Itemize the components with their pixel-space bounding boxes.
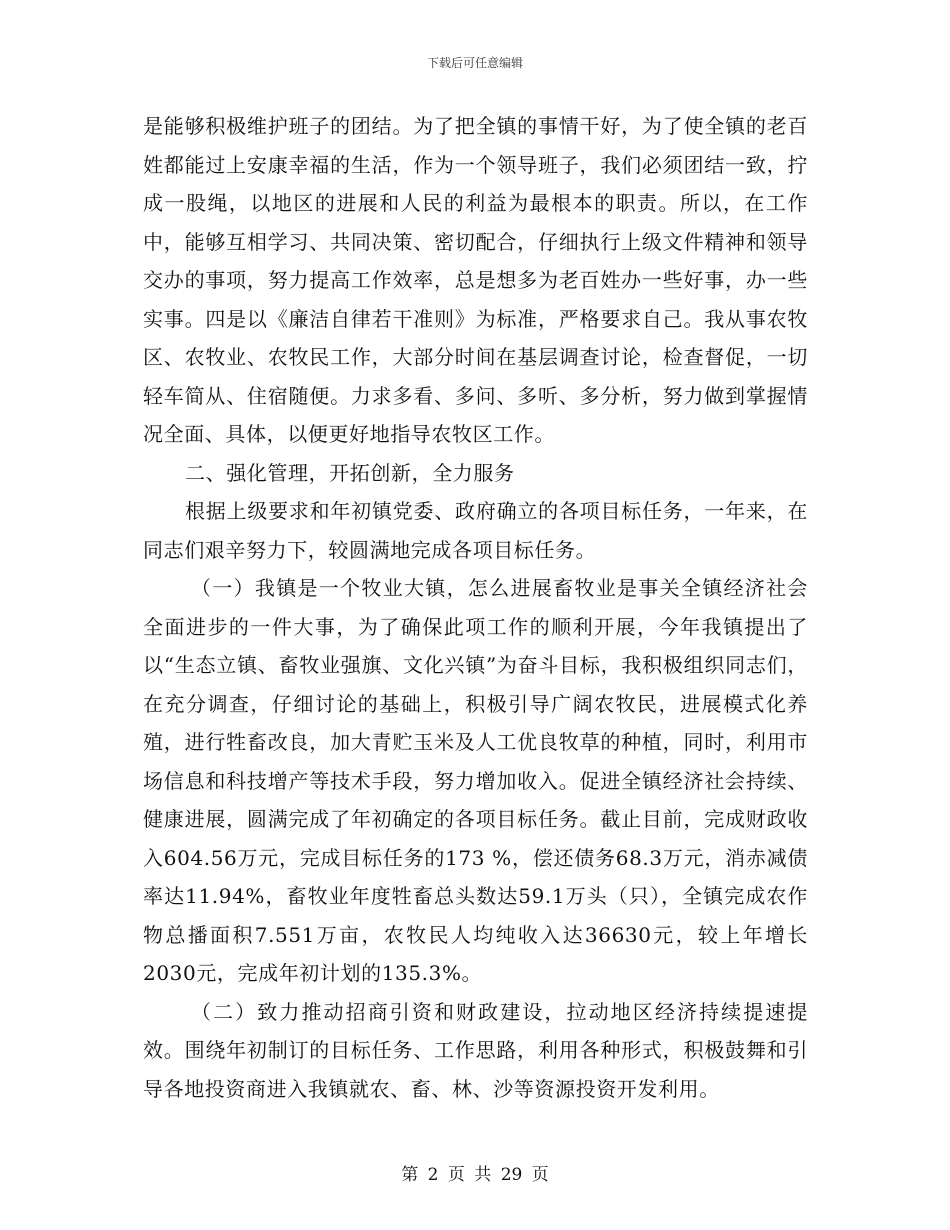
paragraph-intro: 根据上级要求和年初镇党委、政府确立的各项目标任务，一年来，在同志们艰辛努力下，较圆满地完成各项目标任务。 bbox=[143, 499, 808, 562]
paragraph-item-2: （二）致力推动招商引资和财政建设，拉动地区经济持续提速提效。围绕年初制订的目标任务、工作思路，利用各种形式，积极鼓舞和引导各地投资商进入我镇就农、畜、林、沙等资源投资开发利用。 bbox=[143, 999, 808, 1101]
page-header: 下载后可任意编辑 bbox=[426, 56, 523, 70]
document-body bbox=[143, 107, 808, 1108]
paragraph-item-1: （一）我镇是一个牧业大镇，怎么进展畜牧业是事关全镇经济社会全面进步的一件大事，为了确保此项工作的顺利开展，今年我镇提出了以“生态立镇、畜牧业强旗、文化兴镇”为奋斗目标，我积极组织同志们，在充分调查，仔细讨论的基础上，积极引导广阔农牧民，进展模式化养殖，进行牲畜改良，加大青贮玉米及人工优良牧草的种植，同时，利用市场信息和科技增产等技术手段，努力增加收入。促进全镇经济社会持续、健康进展，圆满完成了年初确定的各项目标任务。截止目前，完成财政收入604.56万元，完成目标任务的173 %，偿还债务68.3万元，消赤减债率达11.94%，畜牧业年度牲畜总头数达59.1万头（只），全镇完成农作物总播面积7.551万亩，农牧民人均纯收入达36630元，较上年增长2030元，完成年初计划的135.3%。 bbox=[143, 576, 808, 985]
paragraph-continuation: 是能够积极维护班子的团结。为了把全镇的事情干好，为了使全镇的老百姓都能过上安康幸福的生活，作为一个领导班子，我们必须团结一致，拧成一股绳，以地区的进展和人民的利益为最根本的职责。所以，在工作中，能够互相学习、共同决策、密切配合，仔细执行上级文件精神和领导交办的事项，努力提高工作效率，总是想多为老百姓办一些好事，办一些实事。四是以《廉洁自律若干准则》为标准，严格要求自己。我从事农牧区、农牧业、农牧民工作，大部分时间在基层调查讨论，检查督促，一切轻车简从、住宿随便。力求多看、多问、多听、多分析，努力做到掌握情况全面、具体，以便更好地指导农牧区工作。 bbox=[143, 114, 808, 446]
page-footer: 第 2 页 共 29 页 bbox=[401, 1165, 549, 1185]
section-heading: 二、强化管理，开拓创新，全力服务 bbox=[185, 460, 515, 485]
